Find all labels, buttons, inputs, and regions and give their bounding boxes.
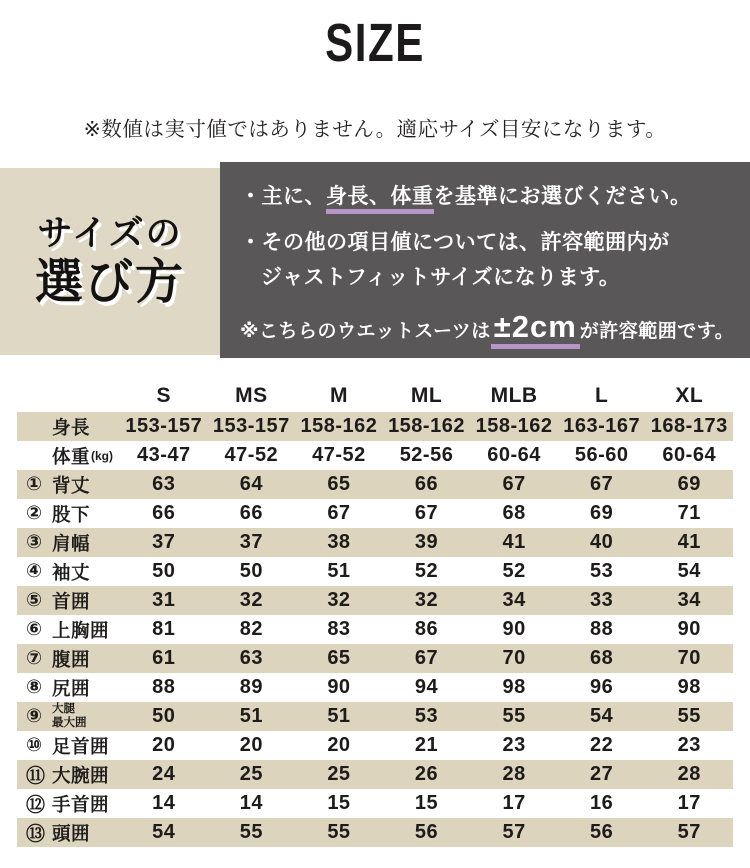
- table-cell: 32: [327, 589, 351, 611]
- row-label-cell: [17, 530, 120, 556]
- table-cell: 56: [590, 821, 614, 843]
- table-cell: 41: [677, 531, 701, 553]
- guide-bullet-2-line1: ・その他の項目値については、許容範囲内が: [240, 231, 670, 255]
- table-cell: 53: [590, 560, 614, 582]
- table-cell: 66: [152, 502, 176, 524]
- table-row: [17, 702, 733, 731]
- table-row: [17, 528, 733, 557]
- row-label-cell: [17, 443, 120, 469]
- table-row: [17, 499, 733, 528]
- table-cell: 82: [239, 618, 263, 640]
- table-cell: 89: [239, 676, 263, 698]
- table-cell: 34: [677, 589, 701, 611]
- table-cell: 65: [327, 473, 351, 495]
- table-cell: 71: [677, 502, 701, 524]
- row-label-cell: [17, 675, 120, 701]
- table-cell: 17: [502, 792, 526, 814]
- row-label: 頭囲: [52, 822, 91, 844]
- row-number: ②: [26, 503, 43, 524]
- row-label: 上胸囲: [52, 619, 110, 641]
- table-cell: 26: [414, 763, 439, 785]
- table-cell: 65: [327, 647, 351, 669]
- table-cell: 66: [239, 502, 263, 524]
- table-cell: 153-157: [212, 415, 290, 437]
- table-cell: 55: [502, 705, 526, 727]
- table-cell: 34: [502, 589, 526, 611]
- row-label: 腹囲: [52, 648, 91, 670]
- table-cell: 67: [414, 647, 439, 669]
- table-cell: 15: [327, 792, 351, 814]
- row-label-cell: [17, 761, 120, 788]
- table-cell: 54: [152, 821, 176, 843]
- table-cell: 88: [590, 618, 614, 640]
- table-cell: 63: [152, 473, 176, 495]
- table-cell: 68: [502, 502, 526, 524]
- table-cell: 158-162: [475, 415, 553, 437]
- table-cell: 81: [152, 618, 176, 640]
- table-cell: 70: [502, 647, 526, 669]
- guide-heading-line1: サイズの: [37, 213, 183, 253]
- row-label-cell: [17, 819, 120, 846]
- table-cell: 28: [677, 763, 701, 785]
- table-cell: 51: [327, 705, 351, 727]
- table-cell: 23: [502, 734, 526, 756]
- guide-bullet-1-underlined: 身長、体重: [326, 185, 434, 214]
- table-cell: 27: [590, 763, 614, 785]
- page-title: SIZE: [325, 13, 425, 73]
- table-cell: 56-60: [574, 444, 629, 466]
- row-unit: (kg): [91, 448, 114, 463]
- table-cell: 15: [414, 792, 439, 814]
- column-header-mlb: MLB: [490, 384, 538, 407]
- row-number: ⑤: [26, 590, 43, 611]
- table-cell: 57: [502, 821, 526, 843]
- guide-instructions-panel: [220, 162, 750, 358]
- guide-bullet-1-prefix: ・主に、: [240, 185, 326, 208]
- table-row: [17, 673, 733, 702]
- guide-bullet-2-line2: ジャストフィットサイズになります。: [261, 265, 621, 289]
- guide-bullet-1-suffix: を基準にお選びください。: [433, 185, 692, 208]
- table-cell: 20: [239, 734, 263, 756]
- row-label: 股下: [52, 503, 91, 525]
- column-header-ms: MS: [235, 384, 268, 407]
- tolerance-suffix: が許容範囲です。: [579, 321, 735, 343]
- table-cell: 86: [414, 618, 439, 640]
- table-cell: 31: [152, 589, 176, 611]
- size-table: [17, 380, 733, 847]
- row-label: 足首囲: [52, 735, 110, 757]
- table-cell: 37: [152, 531, 176, 553]
- row-label-cell: [17, 617, 120, 643]
- guide-heading-panel: [0, 168, 220, 355]
- column-header-m: M: [329, 384, 348, 407]
- table-cell: 90: [327, 676, 351, 698]
- table-cell: 61: [152, 647, 176, 669]
- table-cell: 69: [677, 473, 701, 495]
- table-cell: 54: [590, 705, 614, 727]
- row-number: ⑫: [26, 795, 46, 816]
- table-cell: 55: [239, 821, 263, 843]
- table-cell: 50: [239, 560, 263, 582]
- table-cell: 70: [677, 647, 701, 669]
- row-number: ⑩: [26, 735, 43, 756]
- row-label: 首囲: [52, 590, 91, 612]
- table-cell: 51: [239, 705, 263, 727]
- row-label: 袖丈: [52, 561, 91, 583]
- table-cell: 22: [590, 734, 614, 756]
- table-cell: 40: [590, 531, 614, 553]
- table-cell: 33: [590, 589, 614, 611]
- column-header-ml: ML: [410, 384, 443, 407]
- table-cell: 88: [152, 676, 176, 698]
- table-cell: 28: [502, 763, 526, 785]
- size-disclaimer-note: ※数値は実寸値ではありません。適応サイズ目安になります。: [83, 118, 667, 141]
- table-row: [17, 586, 733, 615]
- table-row: [17, 615, 733, 644]
- table-cell: 98: [677, 676, 701, 698]
- table-cell: 37: [239, 531, 263, 553]
- row-number: ⑬: [26, 824, 46, 845]
- table-cell: 24: [152, 763, 176, 785]
- row-number: ⑪: [26, 766, 46, 787]
- column-header-s: S: [156, 384, 172, 407]
- table-cell: 51: [327, 560, 351, 582]
- table-cell: 14: [239, 792, 263, 814]
- row-number: ⑦: [26, 648, 43, 669]
- row-label: 背丈: [52, 474, 91, 496]
- row-label-cell: [17, 646, 120, 672]
- table-cell: 163-167: [563, 415, 641, 437]
- table-cell: 23: [677, 734, 701, 756]
- table-cell: 14: [152, 792, 176, 814]
- row-number: ⑨: [26, 706, 43, 727]
- table-cell: 47-52: [224, 444, 279, 466]
- page-header: [0, 0, 750, 80]
- row-label-cell: [17, 472, 120, 498]
- column-header-xl: XL: [675, 384, 704, 407]
- table-cell: 50: [152, 705, 176, 727]
- table-cell: 32: [239, 589, 263, 611]
- table-cell: 67: [327, 502, 351, 524]
- row-label: 大腕囲: [52, 764, 110, 786]
- table-cell: 39: [414, 531, 439, 553]
- row-label-cell: [17, 588, 120, 614]
- table-cell: 53: [414, 705, 439, 727]
- table-cell: 50: [152, 560, 176, 582]
- row-number: ⑥: [26, 619, 43, 640]
- row-label: 身長: [52, 416, 91, 438]
- table-cell: 20: [327, 734, 351, 756]
- table-cell: 153-157: [125, 415, 203, 437]
- table-cell: 83: [327, 618, 351, 640]
- table-cell: 17: [677, 792, 701, 814]
- table-cell: 38: [327, 531, 351, 553]
- row-number: ④: [26, 561, 43, 582]
- table-row: [17, 789, 733, 818]
- table-cell: 20: [152, 734, 176, 756]
- row-label-cell: [17, 733, 120, 759]
- table-cell: 60-64: [487, 444, 541, 466]
- table-row: [17, 470, 733, 499]
- row-number: ③: [26, 532, 43, 553]
- table-cell: 25: [327, 763, 351, 785]
- table-cell: 52-56: [399, 444, 454, 466]
- row-label-cell: [17, 501, 120, 527]
- table-cell: 67: [414, 502, 439, 524]
- row-label-cell: [17, 790, 120, 817]
- table-cell: 54: [677, 560, 701, 582]
- table-row: [17, 644, 733, 673]
- table-cell: 55: [677, 705, 701, 727]
- row-number: ①: [26, 474, 43, 495]
- row-label-cell: [17, 559, 120, 585]
- table-row: [17, 441, 733, 470]
- table-row: [17, 818, 733, 847]
- row-number: ⑧: [26, 677, 43, 698]
- column-header-l: L: [595, 384, 609, 407]
- table-cell: 67: [590, 473, 614, 495]
- table-cell: 25: [239, 763, 263, 785]
- table-row: [17, 760, 733, 789]
- table-cell: 66: [414, 473, 439, 495]
- table-cell: 52: [414, 560, 439, 582]
- tolerance-prefix: ※こちらのウエットスーツは: [240, 321, 491, 343]
- row-label: 肩幅: [52, 532, 91, 554]
- table-cell: 32: [414, 589, 439, 611]
- table-cell: 69: [590, 502, 614, 524]
- guide-heading-line2: 選び方: [34, 255, 185, 309]
- row-label-cell: [17, 703, 120, 729]
- guide-bullet-1: [240, 182, 742, 212]
- row-label-cell: [17, 414, 120, 440]
- table-row: [17, 412, 733, 441]
- table-cell: 60-64: [662, 444, 717, 466]
- table-cell: 90: [677, 618, 701, 640]
- table-cell: 41: [502, 531, 526, 553]
- table-cell: 57: [677, 821, 701, 843]
- table-cell: 16: [590, 792, 614, 814]
- tolerance-value: ±2cm: [491, 309, 580, 349]
- table-cell: 168-173: [650, 415, 728, 437]
- table-cell: 64: [239, 473, 263, 495]
- size-selection-guide: [0, 162, 750, 358]
- table-header-row: [17, 380, 733, 412]
- table-cell: 47-52: [312, 444, 366, 466]
- table-cell: 158-162: [300, 415, 378, 437]
- table-cell: 94: [414, 676, 439, 698]
- table-cell: 52: [502, 560, 526, 582]
- table-cell: 63: [239, 647, 263, 669]
- row-label: 大腿 最大囲: [52, 703, 87, 729]
- table-cell: 98: [502, 676, 526, 698]
- table-cell: 67: [502, 473, 526, 495]
- table-cell: 56: [414, 821, 439, 843]
- table-cell: 21: [414, 734, 439, 756]
- row-label: 手首囲: [52, 793, 110, 815]
- table-cell: 90: [502, 618, 526, 640]
- table-cell: 43-47: [136, 444, 191, 466]
- table-cell: 55: [327, 821, 351, 843]
- table-cell: 96: [590, 676, 614, 698]
- row-label: 体重: [52, 445, 91, 467]
- table-cell: 158-162: [388, 415, 465, 437]
- table-row: [17, 557, 733, 586]
- guide-tolerance-note: [240, 309, 742, 345]
- table-row: [17, 731, 733, 760]
- row-label: 尻囲: [52, 677, 91, 699]
- table-cell: 68: [590, 647, 614, 669]
